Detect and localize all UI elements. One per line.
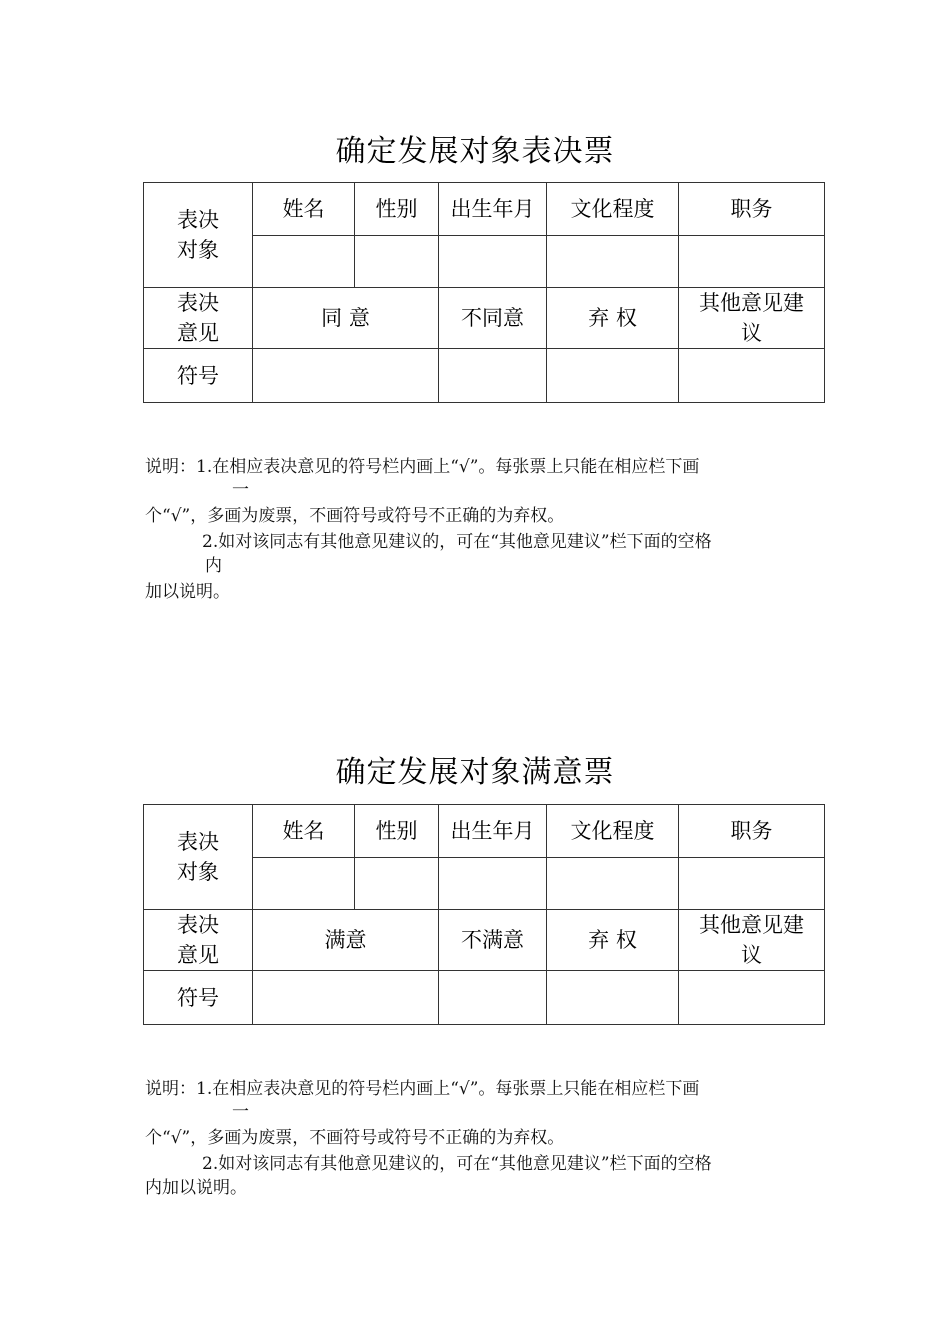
input-cell-gender[interactable] xyxy=(355,236,439,288)
row-label-symbol: 符号 xyxy=(144,349,253,403)
note-line: 说明：1.在相应表决意见的符号栏内画上“√”。每张票上只能在相应栏下画 xyxy=(145,457,700,477)
symbol-cell-abstain[interactable] xyxy=(547,349,679,403)
header-education: 文化程度 xyxy=(547,805,679,858)
option-abstain: 弃 权 xyxy=(547,910,679,971)
row-label-opinion: 表决意见 xyxy=(144,910,253,971)
symbol-cell-other[interactable] xyxy=(679,971,825,1025)
header-position: 职务 xyxy=(679,183,825,236)
input-cell-education[interactable] xyxy=(547,858,679,910)
note-line: 内 xyxy=(205,556,222,576)
option-disagree: 不同意 xyxy=(439,288,547,349)
option-abstain: 弃 权 xyxy=(547,288,679,349)
note-line: 个“√”，多画为废票，不画符号或符号不正确的为弃权。 xyxy=(145,1128,565,1148)
row-label-symbol: 符号 xyxy=(144,971,253,1025)
symbol-cell-abstain[interactable] xyxy=(547,971,679,1025)
note-line: 加以说明。 xyxy=(145,582,230,602)
note-line: 个“√”，多画为废票，不画符号或符号不正确的为弃权。 xyxy=(145,506,565,526)
ballot-title: 确定发展对象满意票 xyxy=(335,755,615,790)
input-cell-birth[interactable] xyxy=(439,858,547,910)
header-gender: 性别 xyxy=(355,805,439,858)
symbol-cell-agree[interactable] xyxy=(253,349,439,403)
row-label-target: 表决对象 xyxy=(144,183,253,288)
note-line: 2.如对该同志有其他意见建议的，可在“其他意见建议”栏下面的空格 xyxy=(202,1154,712,1174)
input-cell-birth[interactable] xyxy=(439,236,547,288)
option-satisfied: 满意 xyxy=(253,910,439,971)
symbol-cell-other[interactable] xyxy=(679,349,825,403)
ballot-table xyxy=(143,804,825,1025)
ballot-title: 确定发展对象表决票 xyxy=(335,134,615,169)
header-name: 姓名 xyxy=(253,183,355,236)
symbol-cell-unsatisfied[interactable] xyxy=(439,971,547,1025)
header-name: 姓名 xyxy=(253,805,355,858)
option-agree: 同 意 xyxy=(253,288,439,349)
symbol-cell-disagree[interactable] xyxy=(439,349,547,403)
input-cell-position[interactable] xyxy=(679,236,825,288)
ballot-table xyxy=(143,182,825,403)
header-birth: 出生年月 xyxy=(439,805,547,858)
row-label-opinion: 表决意见 xyxy=(144,288,253,349)
option-unsatisfied: 不满意 xyxy=(439,910,547,971)
input-cell-position[interactable] xyxy=(679,858,825,910)
input-cell-name[interactable] xyxy=(253,858,355,910)
symbol-cell-satisfied[interactable] xyxy=(253,971,439,1025)
header-gender: 性别 xyxy=(355,183,439,236)
header-birth: 出生年月 xyxy=(439,183,547,236)
option-other: 其他意见建议 xyxy=(679,910,825,971)
note-line: 内加以说明。 xyxy=(145,1178,247,1198)
note-line: 2.如对该同志有其他意见建议的，可在“其他意见建议”栏下面的空格 xyxy=(202,532,712,552)
input-cell-education[interactable] xyxy=(547,236,679,288)
input-cell-gender[interactable] xyxy=(355,858,439,910)
note-line: 说明：1.在相应表决意见的符号栏内画上“√”。每张票上只能在相应栏下画 xyxy=(145,1079,700,1099)
note-line: 一 xyxy=(232,480,249,500)
input-cell-name[interactable] xyxy=(253,236,355,288)
header-education: 文化程度 xyxy=(547,183,679,236)
option-other: 其他意见建议 xyxy=(679,288,825,349)
header-position: 职务 xyxy=(679,805,825,858)
note-line: 一 xyxy=(232,1102,249,1122)
row-label-target: 表决对象 xyxy=(144,805,253,910)
